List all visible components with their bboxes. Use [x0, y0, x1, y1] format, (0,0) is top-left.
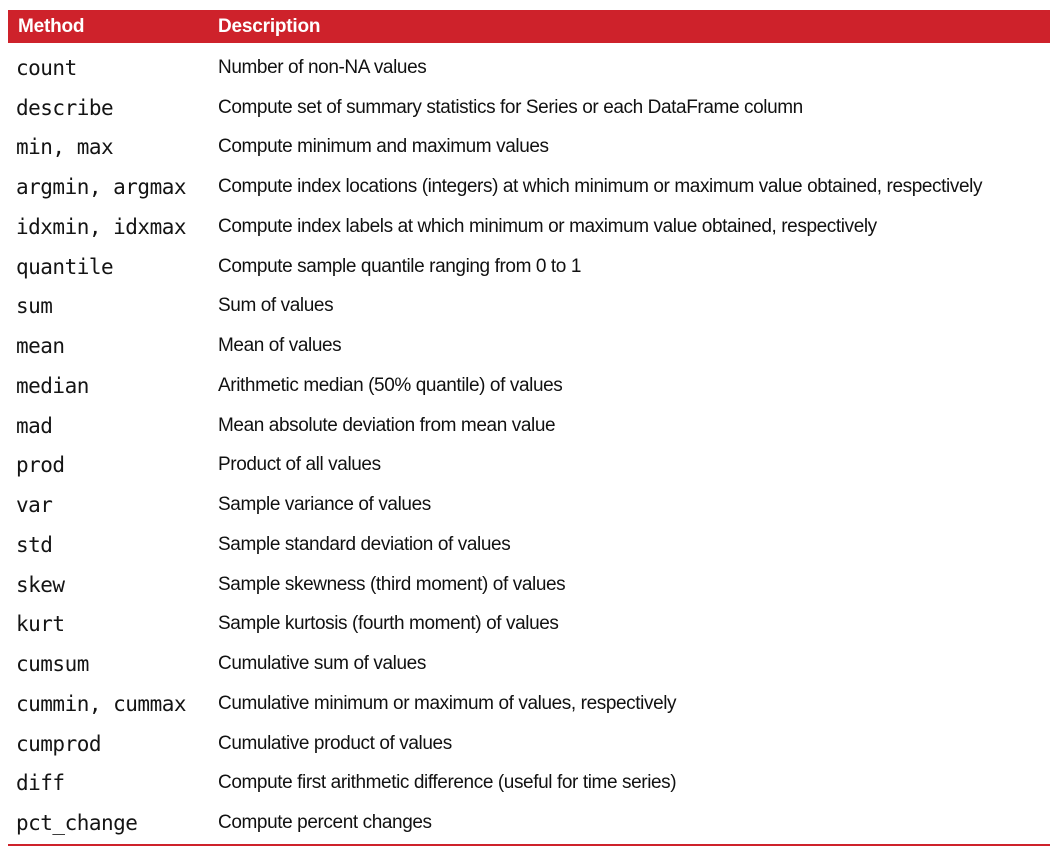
column-header-description: Description	[218, 15, 321, 37]
table-row	[0, 724, 1057, 764]
table-row	[0, 88, 1057, 128]
table-bottom-rule	[8, 844, 1050, 846]
table-row	[0, 684, 1057, 724]
method-name: quantile	[16, 254, 114, 279]
method-name: cumprod	[16, 731, 102, 756]
method-description: Sample kurtosis (fourth moment) of values	[218, 613, 559, 635]
method-name: cumsum	[16, 652, 89, 677]
table-row	[0, 803, 1057, 843]
table-body	[0, 43, 1057, 843]
method-name: mad	[16, 413, 53, 438]
method-name: var	[16, 493, 53, 518]
table-row	[0, 128, 1057, 168]
method-description: Sample standard deviation of values	[218, 533, 511, 555]
method-description: Sample skewness (third moment) of values	[218, 573, 566, 595]
table-row	[0, 485, 1057, 525]
method-name: count	[16, 55, 77, 80]
method-name: kurt	[16, 612, 65, 637]
table-row	[0, 446, 1057, 486]
table-row	[0, 48, 1057, 88]
method-description: Mean of values	[218, 335, 342, 357]
method-name: sum	[16, 294, 53, 319]
method-description: Cumulative minimum or maximum of values, respectively	[218, 692, 677, 714]
table-row	[0, 167, 1057, 207]
method-description: Sum of values	[218, 295, 334, 317]
table-row	[0, 565, 1057, 605]
table-row	[0, 287, 1057, 327]
table-row	[0, 644, 1057, 684]
method-description: Compute sample quantile ranging from 0 to 1	[218, 255, 582, 277]
method-name: std	[16, 532, 53, 557]
method-description: Number of non-NA values	[218, 56, 427, 78]
table-row	[0, 247, 1057, 287]
method-description: Compute index locations (integers) at which minimum or maximum value obtained, respectively	[218, 176, 983, 198]
table-row	[0, 406, 1057, 446]
method-name: prod	[16, 453, 65, 478]
table-row	[0, 207, 1057, 247]
table-row	[0, 605, 1057, 645]
method-name: skew	[16, 572, 65, 597]
table-row	[0, 366, 1057, 406]
method-description: Compute percent changes	[218, 812, 432, 834]
method-description: Arithmetic median (50% quantile) of values	[218, 374, 563, 396]
method-description: Mean absolute deviation from mean value	[218, 414, 556, 436]
method-description: Compute first arithmetic difference (useful for time series)	[218, 772, 677, 794]
method-name: idxmin, idxmax	[16, 214, 187, 239]
method-name: min, max	[16, 135, 114, 160]
table-row	[0, 525, 1057, 565]
method-description: Sample variance of values	[218, 494, 431, 516]
method-description: Compute index labels at which minimum or maximum value obtained, respectively	[218, 215, 877, 237]
table-header-row	[8, 10, 1050, 43]
method-description: Cumulative product of values	[218, 732, 452, 754]
method-description: Compute set of summary statistics for Series or each DataFrame column	[218, 96, 803, 118]
table-row	[0, 326, 1057, 366]
column-header-method: Method	[18, 15, 85, 37]
method-description: Compute minimum and maximum values	[218, 136, 549, 158]
method-name: median	[16, 373, 89, 398]
method-name: cummin, cummax	[16, 691, 187, 716]
method-name: pct_change	[16, 811, 138, 836]
method-description: Cumulative sum of values	[218, 653, 426, 675]
method-name: describe	[16, 95, 114, 120]
method-name: diff	[16, 771, 65, 796]
table-row	[0, 764, 1057, 804]
method-description: Product of all values	[218, 454, 381, 476]
method-name: mean	[16, 334, 65, 359]
method-name: argmin, argmax	[16, 175, 187, 200]
